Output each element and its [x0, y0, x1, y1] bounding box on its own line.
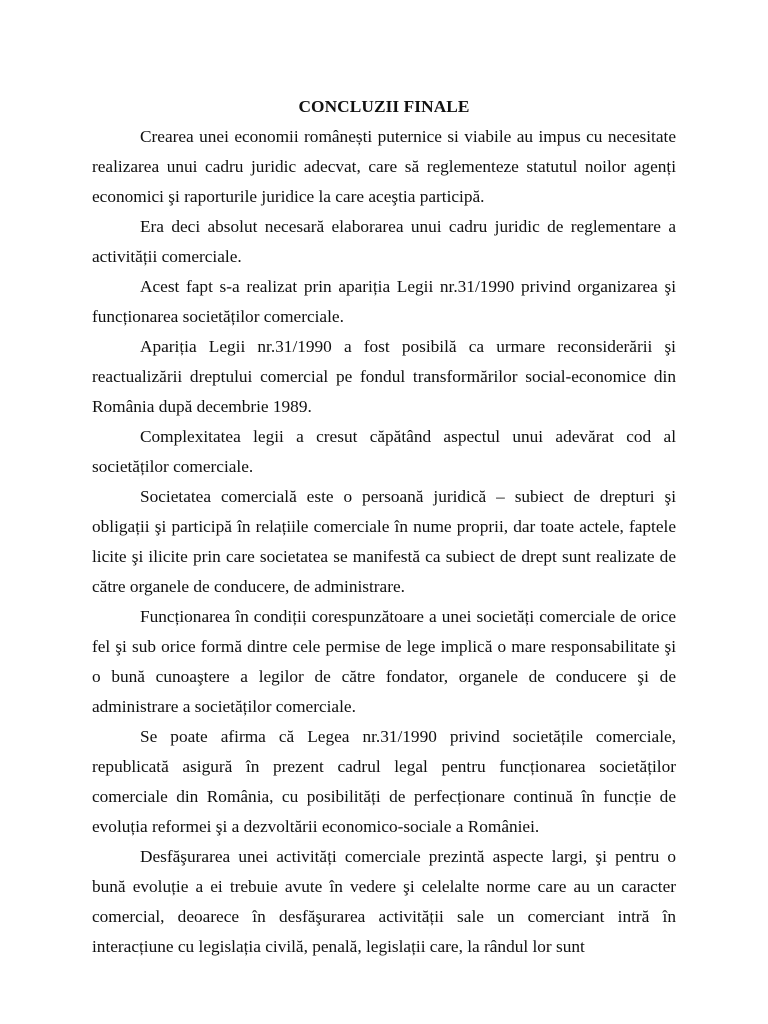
paragraph-5: Complexitatea legii a cresut căpătând aspectul unui adevărat cod al societăților comerciale. [92, 427, 676, 476]
document-page [92, 92, 676, 962]
paragraph-7: Funcționarea în condiții corespunzătoare a unei societăți comerciale de orice fel şi sub orice formă dintre cele permise de lege implică o mare responsabilitate şi o bună cunoaştere a legilor de către fondator, organele de conducere şi de administrare a societăților comerciale. [92, 607, 676, 716]
page-title: CONCLUZII FINALE [298, 97, 470, 116]
paragraph-1: Crearea unei economii românești puternice si viabile au impus cu necesitate realizarea unui cadru juridic adecvat, care să reglementeze statutul noilor agenți economici şi raporturile juridice la care aceştia participă. [92, 127, 676, 206]
paragraph-6: Societatea comercială este o persoană juridică – subiect de drepturi şi obligații şi participă în relațiile comerciale în nume proprii, dar toate actele, faptele licite şi ilicite prin care societatea se manifestă ca subiect de drept sunt realizate de către organele de conducere, de administrare. [92, 487, 676, 596]
paragraph-4: Apariția Legii nr.31/1990 a fost posibilă ca urmare reconsiderării şi reactualizării dreptului comercial pe fondul transformărilor social-economice din România după decembrie 1989. [92, 337, 676, 416]
paragraph-3: Acest fapt s-a realizat prin apariția Legii nr.31/1990 privind organizarea şi funcționarea societăților comerciale. [92, 277, 676, 326]
paragraph-2: Era deci absolut necesară elaborarea unui cadru juridic de reglementare a activității comerciale. [92, 217, 676, 266]
paragraph-8: Se poate afirma că Legea nr.31/1990 privind societățile comerciale, republicată asigură în prezent cadrul legal pentru funcționarea societăților comerciale din România, cu posibilități de perfecționare continuă în funcție de evoluția reformei şi a dezvoltării economico-sociale a României. [92, 727, 676, 836]
paragraph-9: Desfăşurarea unei activități comerciale prezintă aspecte largi, şi pentru o bună evoluție a ei trebuie avute în vedere şi celelalte norme care au un caracter comercial, deoarece în desfăşurarea activității sale un comerciant intră în interacțiune cu legislația civilă, penală, legislații care, la rândul lor sunt [92, 847, 676, 956]
